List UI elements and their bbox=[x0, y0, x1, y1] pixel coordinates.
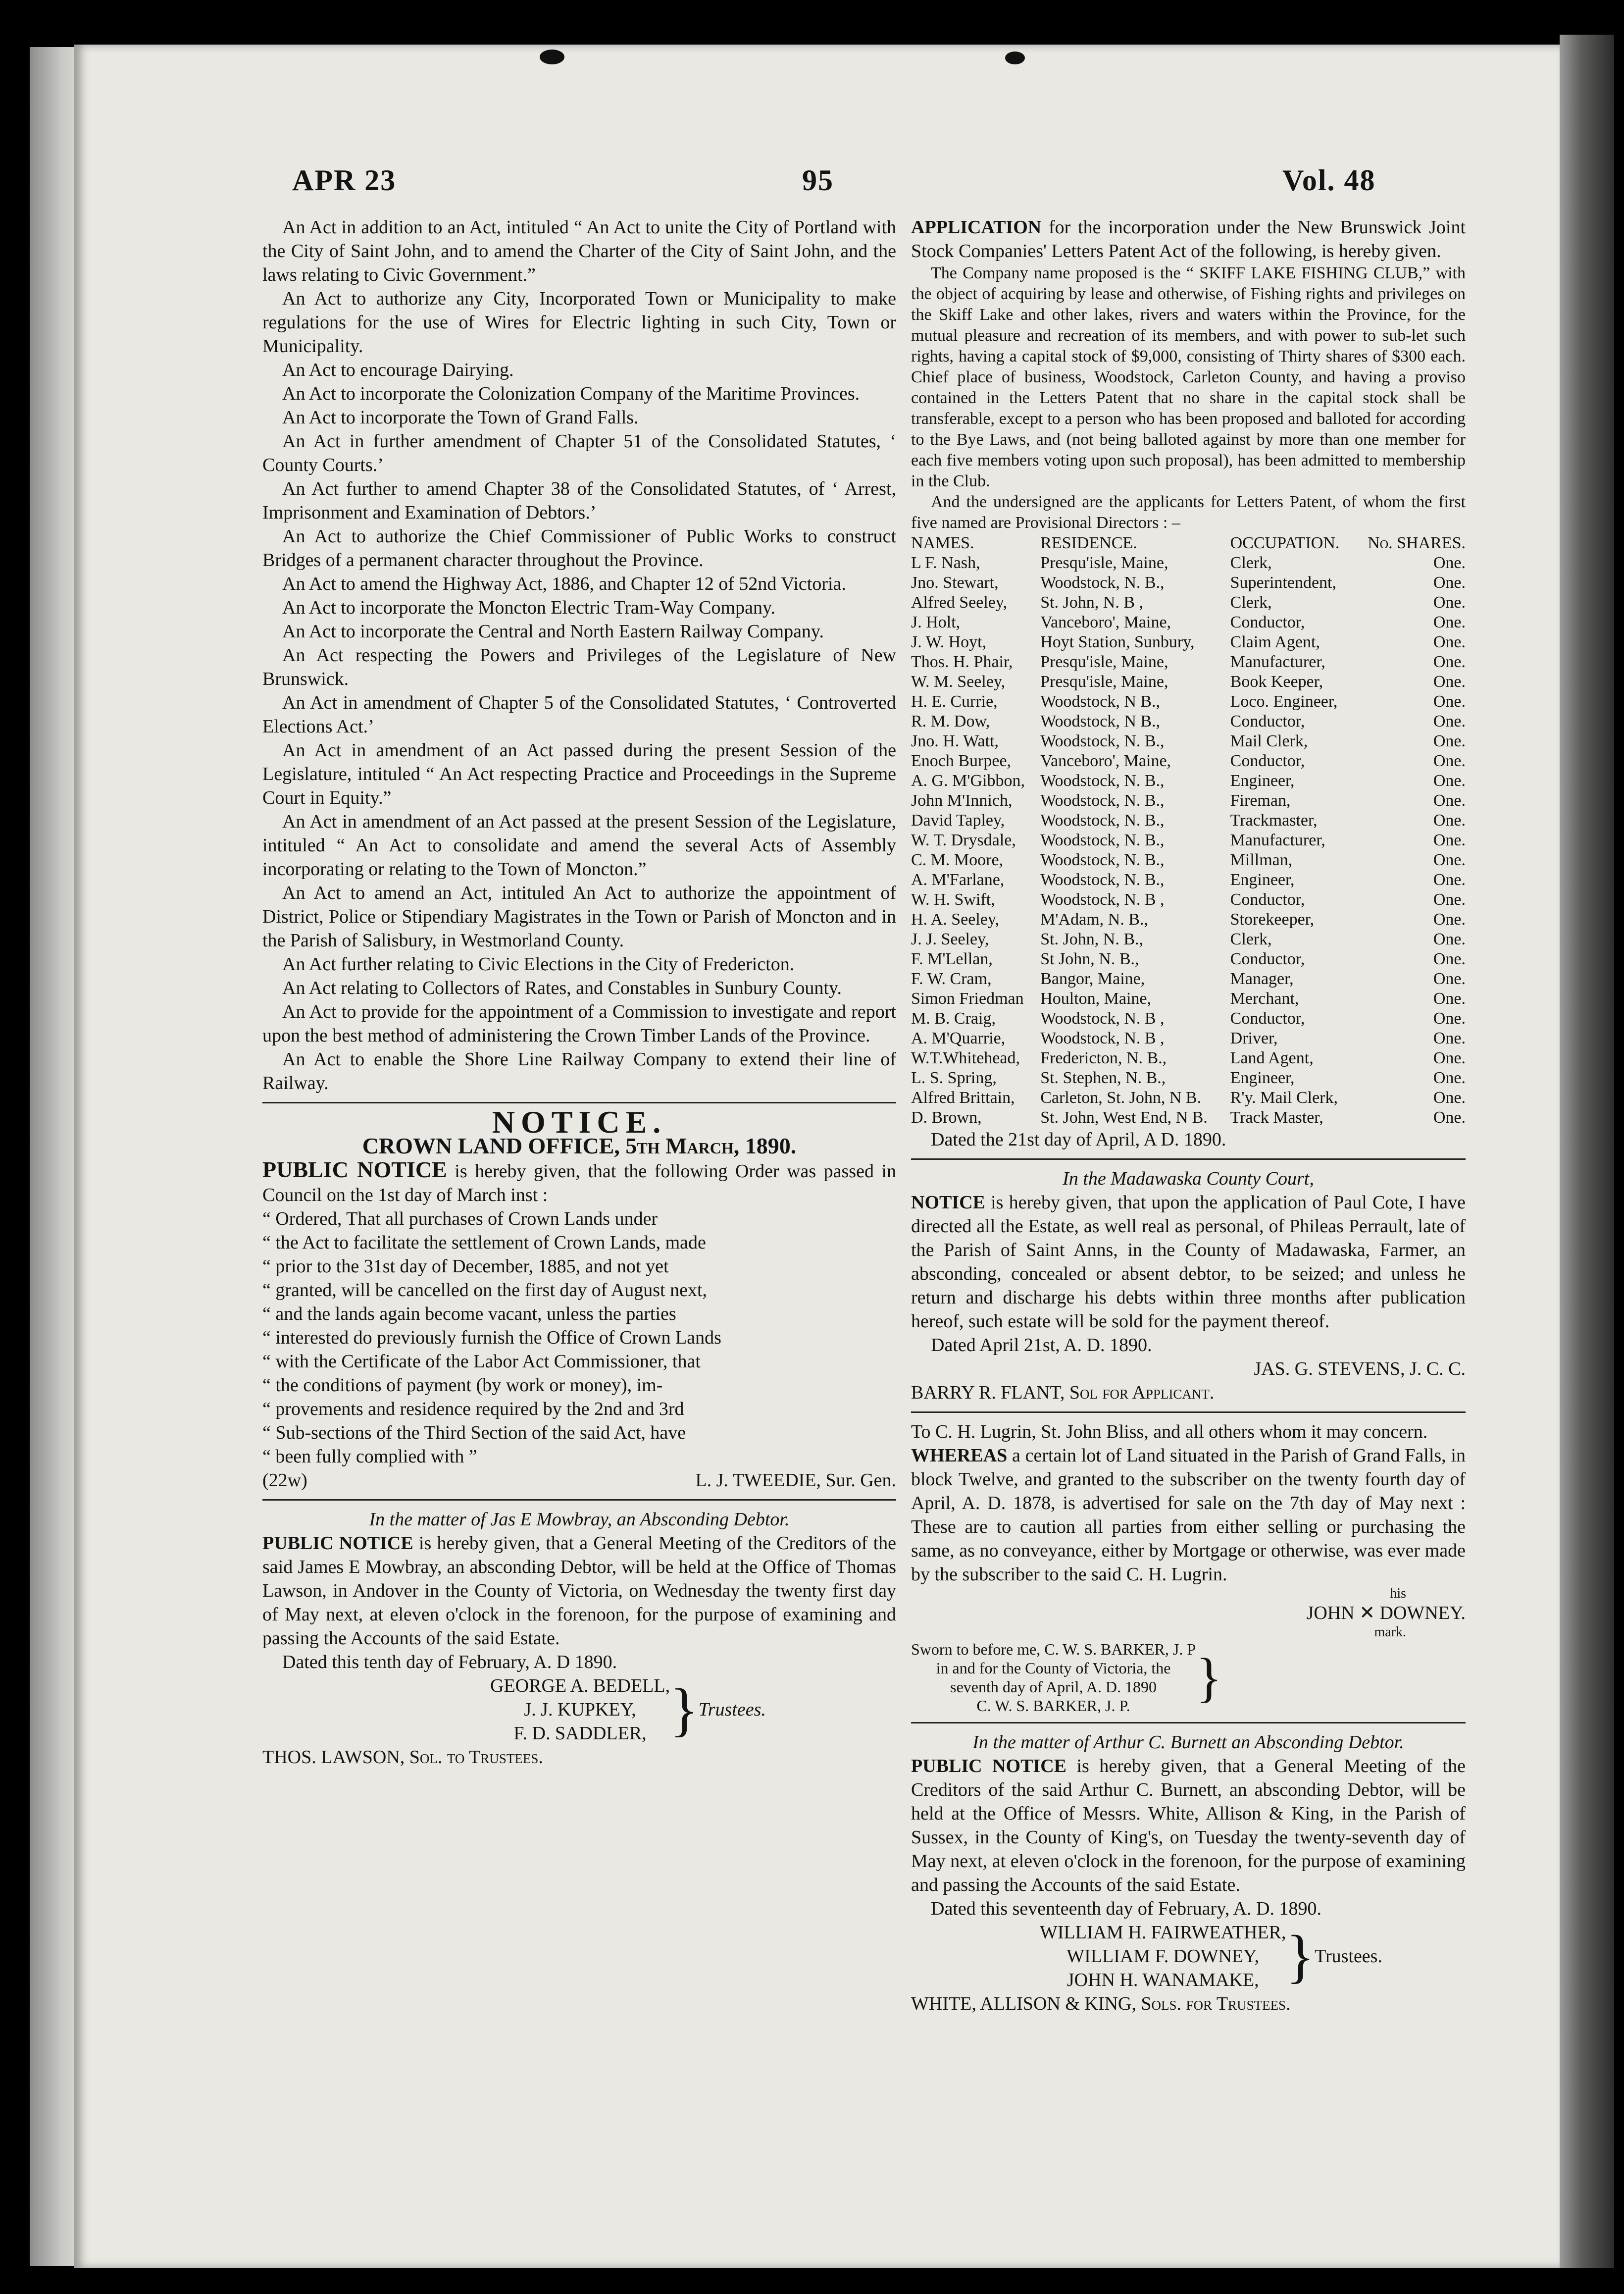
trustee-name: J. J. KUPKEY, bbox=[524, 1699, 636, 1720]
column-rule bbox=[262, 1102, 896, 1103]
applicant-shares: One. bbox=[1433, 890, 1466, 909]
trustee-name: F. D. SADDLER, bbox=[513, 1723, 647, 1744]
table-row bbox=[911, 890, 1466, 910]
applicant-shares: One. bbox=[1433, 574, 1466, 592]
table-row bbox=[911, 712, 1466, 731]
table-row bbox=[911, 989, 1466, 1009]
act-item: An Act in further amendment of Chapter 51 of the Consolidated Statutes, ‘ County Courts.’ bbox=[262, 431, 896, 475]
ink-mark bbox=[1005, 52, 1025, 64]
table-row bbox=[911, 1088, 1466, 1108]
act-item: An Act to amend the Highway Act, 1886, and Chapter 12 of 52nd Victoria. bbox=[282, 574, 846, 594]
table-row bbox=[911, 1068, 1466, 1088]
trustees-label: Trustees. bbox=[698, 1699, 766, 1720]
applicant-shares: One. bbox=[1433, 1108, 1466, 1127]
acts-list bbox=[262, 215, 896, 1095]
volume-number: Vol. 48 bbox=[1282, 164, 1376, 197]
applicant-residence: Hoyt Station, Sunbury, bbox=[1040, 633, 1195, 651]
applicant-occupation: Fireman, bbox=[1230, 791, 1291, 810]
table-row bbox=[911, 1029, 1466, 1048]
table-row bbox=[911, 731, 1466, 751]
applicant-name: A. G. M'Gibbon, bbox=[911, 772, 1025, 790]
table-row bbox=[911, 553, 1466, 573]
act-item: An Act relating to Collectors of Rates, and Constables in Sunbury County. bbox=[282, 978, 842, 998]
order-lines bbox=[262, 1207, 896, 1468]
act-item: An Act in amendment of an Act passed at the present Session of the Legislature, intituled “ An Act to consolidate and amend the several Acts of Assembly incorporating or relating to the Town of Moncton.” bbox=[262, 811, 896, 880]
column-rule bbox=[262, 1499, 896, 1501]
applicant-residence: Carleton, St. John, N B. bbox=[1040, 1089, 1202, 1107]
sworn-lines bbox=[911, 1640, 1196, 1715]
applicant-occupation: Trackmaster, bbox=[1230, 811, 1318, 830]
applicant-occupation: Storekeeper, bbox=[1230, 910, 1315, 929]
applicant-name: H. A. Seeley, bbox=[911, 910, 1000, 929]
application-details: The Company name proposed is the “ SKIFF LAKE FISHING CLUB,” with the object of acquiring by lease and otherwise, of Fishing rights and privileges on the Skiff Lake and other lakes, rivers and waters within the Province, for the mutual pleasure and recreation of its members, and with power to sub-let such rights, having a capital stock of $9,000, consisting of Thirty shares of $300 each. Chief place of business, Woodstock, Carleton County, and having a proviso contained in the Letters Patent that no share in the capital stock shall be transferable, except to a person who has been proposed and balloted for according to the Bye Laws, and (not being balloted against by more than one member for each five members voting upon such proposal), has been admitted to membership in the Club. bbox=[911, 264, 1466, 490]
applicant-name: A. M'Quarrie, bbox=[911, 1029, 1006, 1047]
madawaska-heading: In the Madawaska County Court, bbox=[1063, 1168, 1314, 1189]
order-line: “ the conditions of payment (by work or money), im- bbox=[262, 1375, 663, 1396]
burnett-heading: In the matter of Arthur C. Burnett an Absconding Debtor. bbox=[972, 1732, 1404, 1753]
applicant-shares: One. bbox=[1433, 772, 1466, 790]
order-line: “ interested do previously furnish the Office of Crown Lands bbox=[262, 1327, 721, 1348]
applicant-name: Jno. Stewart, bbox=[911, 574, 999, 592]
applicant-residence: Woodstock, N. B , bbox=[1040, 1009, 1165, 1028]
application-lead: APPLICATION bbox=[911, 217, 1042, 238]
applicant-name: Alfred Seeley, bbox=[911, 593, 1008, 612]
applicant-occupation: Mail Clerk, bbox=[1230, 732, 1308, 750]
act-item: An Act to authorize the Chief Commissioner of Public Works to construct Bridges of a permanent character throughout the Province. bbox=[262, 526, 896, 571]
applicant-name: W. T. Drysdale, bbox=[911, 831, 1016, 849]
trustee-name: JOHN H. WANAMAKE, bbox=[1066, 1970, 1259, 1990]
applicant-shares: One. bbox=[1433, 811, 1466, 830]
applicant-name: A. M'Farlane, bbox=[911, 871, 1005, 889]
header-shares: No. SHARES. bbox=[1368, 534, 1466, 552]
burnett-body: is hereby given, that a General Meeting of the Creditors of the said Arthur C. Burnett, an absconding Debtor, will be held at the Office of Messrs. White, Allison & King, in the Parish of Sussex, in the County of King's, on Tuesday the twenty-seventh day of May next, at eleven o'clock in the forenoon, for the purpose of examining and passing the Accounts of the said Estate. bbox=[911, 1756, 1466, 1895]
sworn-line: seventh day of April, A. D. 1890 bbox=[950, 1678, 1157, 1696]
order-line: “ and the lands again become vacant, unless the parties bbox=[262, 1303, 676, 1324]
mowbray-body: is hereby given, that a General Meeting of the Creditors of the said James E Mowbray, an absconding Debtor, will be held at the Office of Thomas Lawson, in Andover in the County of Victoria, on Wednesday the twenty first day of May next, at eleven o'clock in the forenoon, for the purpose of examining and passing the Accounts of the said Estate. bbox=[262, 1533, 896, 1649]
issue-date: APR 23 bbox=[292, 164, 397, 197]
applicant-name: C. M. Moore, bbox=[911, 851, 1004, 869]
applicant-residence: Woodstock, N. B , bbox=[1040, 890, 1165, 909]
page-number: 95 bbox=[802, 164, 834, 197]
lugrin-body: a certain lot of Land situated in the Parish of Grand Falls, in block Twelve, and granted to the subscriber on the twenty fourth day of April, A. D. 1878, is advertised for sale on the 7th day of May next : These are to caution all parties from either selling or purchasing the same, as no conveyance, either by Mortgage or otherwise, was ever made by the subscriber to the said C. H. Lugrin. bbox=[911, 1445, 1466, 1585]
table-row bbox=[911, 910, 1466, 930]
applicant-residence: St. Stephen, N. B., bbox=[1040, 1069, 1166, 1087]
applicant-name: W. M. Seeley, bbox=[911, 673, 1006, 691]
madawaska-notice bbox=[911, 1191, 1466, 1333]
act-item: An Act to encourage Dairying. bbox=[282, 360, 514, 380]
applicant-name: Alfred Brittain, bbox=[911, 1089, 1015, 1107]
application-dated: Dated the 21st day of April, A D. 1890. bbox=[931, 1129, 1226, 1150]
header-residence: RESIDENCE. bbox=[1040, 534, 1137, 552]
table-row bbox=[911, 751, 1466, 771]
applicant-shares: One. bbox=[1433, 871, 1466, 889]
applicant-occupation: Conductor, bbox=[1230, 712, 1305, 730]
applicant-shares: One. bbox=[1433, 930, 1466, 948]
applicant-residence: Woodstock, N. B., bbox=[1040, 732, 1165, 750]
act-item: An Act further to amend Chapter 38 of the Consolidated Statutes, of ‘ Arrest, Imprisonment and Examination of Debtors.’ bbox=[262, 478, 896, 523]
applicant-occupation: Loco. Engineer, bbox=[1230, 692, 1338, 711]
applicant-residence: St. John, West End, N B. bbox=[1040, 1108, 1208, 1127]
applicant-occupation: Engineer, bbox=[1230, 871, 1295, 889]
mowbray-solicitor: THOS. LAWSON, Sol. to Trustees. bbox=[262, 1747, 543, 1768]
applicant-name: L F. Nash, bbox=[911, 554, 980, 572]
his-label: his bbox=[1390, 1586, 1406, 1601]
table-row bbox=[911, 949, 1466, 969]
applicant-occupation: R'y. Mail Clerk, bbox=[1230, 1089, 1338, 1107]
applicant-residence: Woodstock, N. B., bbox=[1040, 811, 1165, 830]
applicant-shares: One. bbox=[1433, 712, 1466, 730]
act-item: An Act to incorporate the Colonization Company of the Maritime Provinces. bbox=[282, 383, 860, 404]
trustee-name: WILLIAM H. FAIRWEATHER, bbox=[1040, 1922, 1286, 1943]
applicant-occupation: Merchant, bbox=[1230, 990, 1299, 1008]
order-line: “ granted, will be cancelled on the first day of August next, bbox=[262, 1280, 708, 1301]
table-row bbox=[911, 573, 1466, 593]
applicant-shares: One. bbox=[1433, 1009, 1466, 1028]
column-rule bbox=[911, 1722, 1466, 1723]
table-row bbox=[911, 969, 1466, 989]
applicant-occupation: Clerk, bbox=[1230, 930, 1272, 948]
applicant-name: M. B. Craig, bbox=[911, 1009, 996, 1028]
applicant-name: J. W. Hoyt, bbox=[911, 633, 987, 651]
applicant-name: David Tapley, bbox=[911, 811, 1005, 830]
table-row bbox=[911, 811, 1466, 831]
table-row bbox=[911, 652, 1466, 672]
applicant-occupation: Driver, bbox=[1230, 1029, 1278, 1047]
table-row bbox=[911, 870, 1466, 890]
lugrin-lead: WHEREAS bbox=[911, 1445, 1008, 1466]
applicant-occupation: Claim Agent, bbox=[1230, 633, 1320, 651]
applicant-occupation: Conductor, bbox=[1230, 752, 1305, 770]
applicant-shares: One. bbox=[1433, 970, 1466, 988]
mowbray-trustees bbox=[490, 1674, 896, 1745]
applicant-shares: One. bbox=[1433, 653, 1466, 671]
applicant-shares: One. bbox=[1433, 1049, 1466, 1067]
applicant-name: J. Holt, bbox=[911, 613, 961, 631]
table-row bbox=[911, 791, 1466, 811]
act-item: An Act in amendment of an Act passed during the present Session of the Legislature, intituled “ An Act respecting Practice and Proceedings in the Supreme Court in Equity.” bbox=[262, 740, 896, 808]
book-edge-right bbox=[1560, 35, 1614, 2268]
table-row bbox=[911, 593, 1466, 613]
applicant-occupation: Engineer, bbox=[1230, 772, 1295, 790]
table-row bbox=[911, 1048, 1466, 1068]
applicant-occupation: Engineer, bbox=[1230, 1069, 1295, 1087]
applicant-shares: One. bbox=[1433, 752, 1466, 770]
notice-signature: L. J. TWEEDIE, Sur. Gen. bbox=[695, 1470, 896, 1491]
applicant-residence: Woodstock, N. B., bbox=[1040, 871, 1165, 889]
act-item: An Act to incorporate the Moncton Electric Tram-Way Company. bbox=[282, 597, 775, 618]
applicant-name: Simon Friedman bbox=[911, 990, 1024, 1008]
applicant-occupation: Clerk, bbox=[1230, 593, 1272, 612]
applicant-name: Jno. H. Watt, bbox=[911, 732, 999, 750]
left-column bbox=[262, 215, 896, 1769]
applicant-occupation: Book Keeper, bbox=[1230, 673, 1323, 691]
applicant-occupation: Superintendent, bbox=[1230, 574, 1336, 592]
table-row bbox=[911, 672, 1466, 692]
applicant-residence: Fredericton, N. B., bbox=[1040, 1049, 1167, 1067]
mowbray-dated: Dated this tenth day of February, A. D 1890. bbox=[282, 1652, 617, 1672]
applicant-rows bbox=[911, 553, 1466, 1128]
applicant-residence: Woodstock, N B., bbox=[1040, 712, 1161, 730]
act-item: An Act to authorize any City, Incorporated Town or Municipality to make regulations for the use of Wires for Electric lighting in such City, Town or Municipality. bbox=[262, 288, 896, 357]
order-line: “ Ordered, That all purchases of Crown Lands under bbox=[262, 1208, 658, 1229]
applicant-occupation: Manufacturer, bbox=[1230, 831, 1325, 849]
applicant-name: W. H. Swift, bbox=[911, 890, 995, 909]
applicant-occupation: Conductor, bbox=[1230, 1009, 1305, 1028]
applicant-residence: St John, N. B., bbox=[1040, 950, 1139, 968]
burnett-solicitor: WHITE, ALLISON & KING, Sols. for Trustees. bbox=[911, 1993, 1291, 2014]
act-item: An Act to amend an Act, intituled An Act to authorize the appointment of District, Police or Stipendiary Magistrates in the Town or Parish of Moncton and in the Parish of Salisbury, in Westmorland County. bbox=[262, 883, 896, 951]
column-rule bbox=[911, 1158, 1466, 1160]
table-row bbox=[911, 850, 1466, 870]
applicant-residence: Woodstock, N. B., bbox=[1040, 791, 1165, 810]
applicant-name: W.T.Whitehead, bbox=[911, 1049, 1020, 1067]
madawaska-solicitor: BARRY R. FLANT, Sol for Applicant. bbox=[911, 1382, 1215, 1403]
madawaska-dated: Dated April 21st, A. D. 1890. bbox=[931, 1335, 1152, 1356]
notice-code: (22w) bbox=[262, 1470, 307, 1491]
table-row bbox=[911, 632, 1466, 652]
applicant-name: J. J. Seeley, bbox=[911, 930, 989, 948]
document-page bbox=[74, 45, 1560, 2268]
application-body: for the incorporation under the New Brunswick Joint Stock Companies' Letters Patent Act of the following, is hereby given. bbox=[911, 217, 1466, 261]
order-line: “ prior to the 31st day of December, 1885, and not yet bbox=[262, 1256, 669, 1277]
order-line: “ the Act to facilitate the settlement of Crown Lands, made bbox=[262, 1232, 706, 1253]
table-header-row bbox=[911, 533, 1466, 553]
applicant-occupation: Land Agent, bbox=[1230, 1049, 1314, 1067]
order-line: “ provements and residence required by the 2nd and 3rd bbox=[262, 1399, 684, 1419]
mark-label: mark. bbox=[1374, 1624, 1406, 1640]
trustees-label: Trustees. bbox=[1315, 1946, 1382, 1967]
burnett-notice bbox=[911, 1754, 1466, 1897]
applicant-shares: One. bbox=[1433, 990, 1466, 1008]
trustee-name: WILLIAM F. DOWNEY, bbox=[1066, 1946, 1260, 1967]
order-line: “ Sub-sections of the Third Section of the said Act, have bbox=[262, 1422, 686, 1443]
right-column bbox=[911, 215, 1466, 2016]
applicant-residence: Bangor, Maine, bbox=[1040, 970, 1145, 988]
applicant-shares: One. bbox=[1433, 673, 1466, 691]
applicant-name: R. M. Dow, bbox=[911, 712, 990, 730]
madawaska-judge: JAS. G. STEVENS, J. C. C. bbox=[1254, 1358, 1466, 1379]
applicant-occupation: Conductor, bbox=[1230, 613, 1305, 631]
notice-intro-text: is hereby given, that the following Order was passed in Council on the 1st day of March inst : bbox=[262, 1161, 896, 1205]
ink-mark bbox=[540, 50, 564, 64]
applicant-residence: Woodstock, N. B., bbox=[1040, 574, 1165, 592]
madawaska-body: is hereby given, that upon the application of Paul Cote, I have directed all the Estate, as well real as personal, of Phileas Perrault, late of the Parish of Saint Anns, in the County of Madawaska, Farmer, an absconding, concealed or absent debtor, to be seized; and unless he return and discharge his debts within three months after publication hereof, such estate will be sold for the payment thereof. bbox=[911, 1192, 1466, 1332]
applicant-occupation: Conductor, bbox=[1230, 890, 1305, 909]
header-occupation: OCCUPATION. bbox=[1230, 534, 1340, 552]
applicant-shares: One. bbox=[1433, 1089, 1466, 1107]
applicant-shares: One. bbox=[1433, 692, 1466, 711]
notice-lead: PUBLIC NOTICE bbox=[262, 1157, 447, 1182]
applicant-shares: One. bbox=[1433, 613, 1466, 631]
brace: } bbox=[1196, 1647, 1222, 1708]
applicant-shares: One. bbox=[1433, 851, 1466, 869]
order-line: “ with the Certificate of the Labor Act Commissioner, that bbox=[262, 1351, 701, 1372]
applicant-residence: Woodstock, N. B., bbox=[1040, 772, 1165, 790]
applicant-residence: Woodstock, N B., bbox=[1040, 692, 1161, 711]
burnett-dated: Dated this seventeenth day of February, A. D. 1890. bbox=[931, 1898, 1322, 1919]
applicant-residence: M'Adam, N. B., bbox=[1040, 910, 1148, 929]
applicant-occupation: Conductor, bbox=[1230, 950, 1305, 968]
applicant-shares: One. bbox=[1433, 910, 1466, 929]
burnett-trustees bbox=[1040, 1921, 1466, 1992]
act-item: An Act in addition to an Act, intituled “ An Act to unite the City of Portland with the City of Saint John, and to amend the Charter of the City of Saint John, and the laws relating to Civic Government.” bbox=[262, 217, 896, 285]
applicant-shares: One. bbox=[1433, 593, 1466, 612]
applicant-shares: One. bbox=[1433, 633, 1466, 651]
table-row bbox=[911, 1009, 1466, 1029]
mowbray-lead: PUBLIC NOTICE bbox=[262, 1533, 413, 1554]
act-item: An Act in amendment of Chapter 5 of the Consolidated Statutes, ‘ Controverted Elections Act.’ bbox=[262, 692, 896, 737]
trustee-name: GEORGE A. BEDELL, bbox=[490, 1675, 670, 1696]
header-names: NAMES. bbox=[911, 534, 974, 552]
sworn-block bbox=[911, 1640, 1466, 1715]
lugrin-address: To C. H. Lugrin, St. John Bliss, and all others whom it may concern. bbox=[911, 1421, 1428, 1442]
applicant-residence: Woodstock, N. B , bbox=[1040, 1029, 1165, 1047]
table-row bbox=[911, 613, 1466, 632]
applicants-intro: And the undersigned are the applicants for Letters Patent, of whom the first five named are Provisional Directors : – bbox=[911, 493, 1466, 532]
applicant-residence: Vanceboro', Maine, bbox=[1040, 613, 1171, 631]
brace: } bbox=[1286, 1923, 1315, 1989]
trustee-names bbox=[1040, 1921, 1286, 1992]
applicant-occupation: Clerk, bbox=[1230, 554, 1272, 572]
column-rule bbox=[911, 1411, 1466, 1413]
applicant-residence: Presqu'isle, Maine, bbox=[1040, 554, 1168, 572]
applicant-residence: Presqu'isle, Maine, bbox=[1040, 673, 1168, 691]
applicant-shares: One. bbox=[1433, 791, 1466, 810]
crown-land-notice-intro bbox=[262, 1158, 896, 1207]
act-item: An Act to incorporate the Central and North Eastern Railway Company. bbox=[282, 621, 824, 642]
mowbray-notice bbox=[262, 1531, 896, 1650]
applicant-name: H. E. Currie, bbox=[911, 692, 998, 711]
trustee-names bbox=[490, 1674, 670, 1745]
act-item: An Act to enable the Shore Line Railway Company to extend their line of Railway. bbox=[262, 1049, 896, 1094]
applicant-name: L. S. Spring, bbox=[911, 1069, 997, 1087]
table-row bbox=[911, 771, 1466, 791]
act-item: An Act respecting the Powers and Privileges of the Legislature of New Brunswick. bbox=[262, 645, 896, 689]
applicant-residence: Houlton, Maine, bbox=[1040, 990, 1151, 1008]
order-line: “ been fully complied with ” bbox=[262, 1446, 477, 1467]
act-item: An Act to provide for the appointment of a Commission to investigate and report upon the best method of administering the Crown Timber Lands of the Province. bbox=[262, 1001, 896, 1046]
act-item: An Act to incorporate the Town of Grand Falls. bbox=[282, 407, 639, 428]
applicant-shares: One. bbox=[1433, 732, 1466, 750]
application-intro bbox=[911, 215, 1466, 263]
table-row bbox=[911, 831, 1466, 850]
applicant-residence: St. John, N. B , bbox=[1040, 593, 1144, 612]
sworn-line: C. W. S. BARKER, J. P. bbox=[976, 1697, 1130, 1715]
applicant-residence: Woodstock, N. B., bbox=[1040, 831, 1165, 849]
lugrin-signer: JOHN ✕ DOWNEY. bbox=[1306, 1603, 1466, 1623]
applicant-name: Enoch Burpee, bbox=[911, 752, 1012, 770]
applicant-residence: St. John, N. B., bbox=[1040, 930, 1144, 948]
sworn-line: Sworn to before me, C. W. S. BARKER, J. P bbox=[911, 1640, 1196, 1658]
applicant-name: John M'Innich, bbox=[911, 791, 1013, 810]
notice-title: NOTICE. bbox=[492, 1104, 667, 1140]
applicant-shares: One. bbox=[1433, 554, 1466, 572]
applicants-table bbox=[911, 533, 1466, 1128]
brace: } bbox=[670, 1676, 699, 1742]
applicant-name: D. Brown, bbox=[911, 1108, 982, 1127]
applicant-shares: One. bbox=[1433, 1069, 1466, 1087]
applicant-residence: Woodstock, N. B., bbox=[1040, 851, 1165, 869]
burnett-lead: PUBLIC NOTICE bbox=[911, 1756, 1066, 1776]
applicant-name: Thos. H. Phair, bbox=[911, 653, 1013, 671]
applicant-shares: One. bbox=[1433, 831, 1466, 849]
applicant-occupation: Manufacturer, bbox=[1230, 653, 1325, 671]
notice-footer bbox=[262, 1468, 896, 1492]
applicant-shares: One. bbox=[1433, 1029, 1466, 1047]
applicant-name: F. W. Cram, bbox=[911, 970, 992, 988]
applicant-shares: One. bbox=[1433, 950, 1466, 968]
sworn-line: in and for the County of Victoria, the bbox=[936, 1659, 1171, 1677]
table-row bbox=[911, 930, 1466, 949]
lugrin-notice bbox=[911, 1444, 1466, 1586]
applicant-occupation: Manager, bbox=[1230, 970, 1294, 988]
applicant-name: F. M'Lellan, bbox=[911, 950, 993, 968]
applicant-occupation: Millman, bbox=[1230, 851, 1293, 869]
table-row bbox=[911, 1108, 1466, 1128]
applicant-residence: Presqu'isle, Maine, bbox=[1040, 653, 1168, 671]
applicant-occupation: Track Master, bbox=[1230, 1108, 1323, 1127]
table-row bbox=[911, 692, 1466, 712]
crown-land-office-line: CROWN LAND OFFICE, 5th March, 1890. bbox=[362, 1133, 797, 1158]
madawaska-lead: NOTICE bbox=[911, 1192, 985, 1213]
act-item: An Act further relating to Civic Elections in the City of Fredericton. bbox=[282, 954, 795, 975]
mowbray-heading: In the matter of Jas E Mowbray, an Absconding Debtor. bbox=[369, 1509, 790, 1530]
applicant-residence: Vanceboro', Maine, bbox=[1040, 752, 1171, 770]
